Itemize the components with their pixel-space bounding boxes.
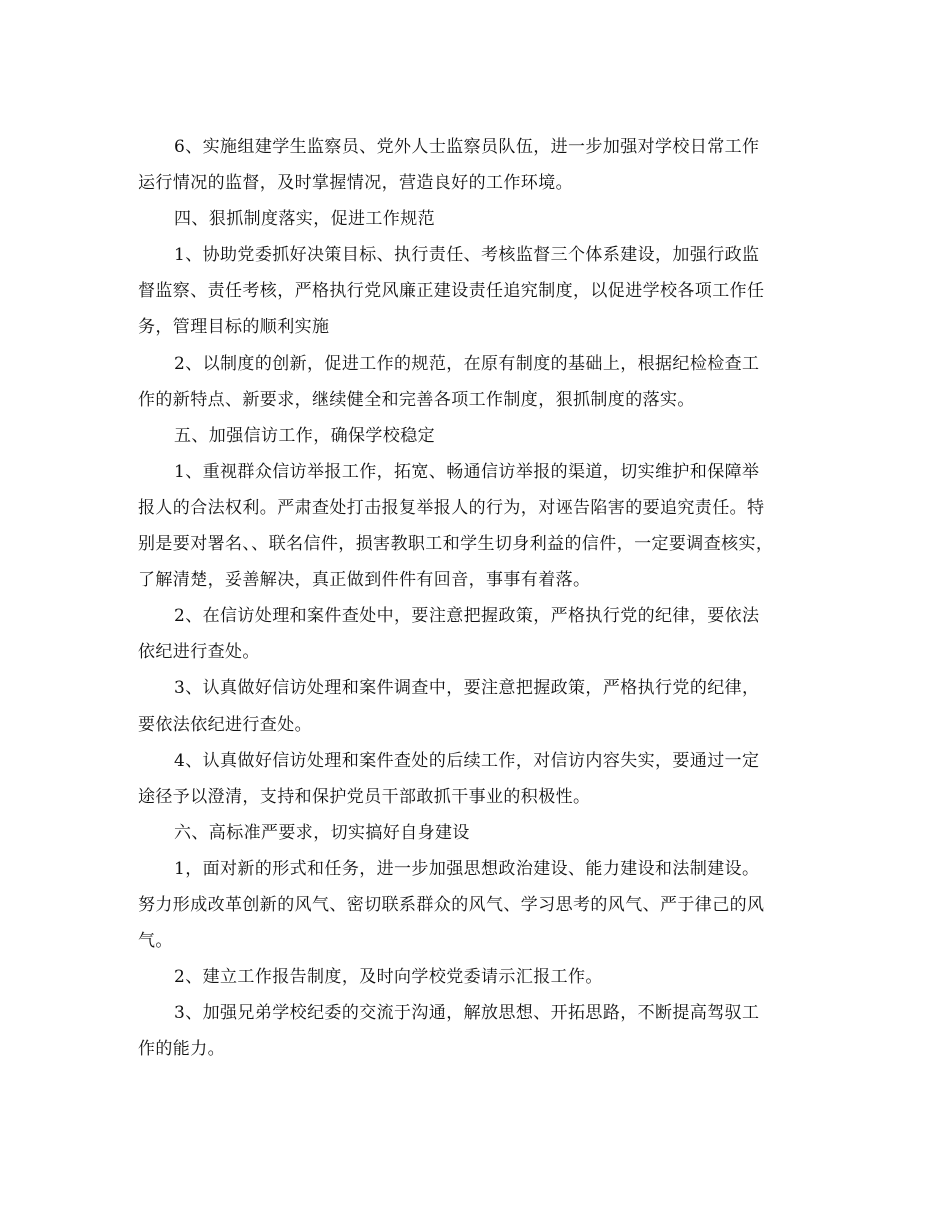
text-line: 督监察、责任考核，严格执行党风廉正建设责任追究制度，以促进学校各项工作任 xyxy=(138,281,765,302)
text-line: 作的能力。 xyxy=(138,1039,225,1060)
text-line: 别是要对署名、、联名信件，损害教职工和学生切身利益的信件，一定要调查核实， xyxy=(138,534,774,555)
text-line: 作的新特点、新要求，继续健全和完善各项工作制度，狠抓制度的落实。 xyxy=(138,389,695,410)
text-line: 依纪进行查处。 xyxy=(138,642,260,663)
text-line: 努力形成改革创新的风气、密切联系群众的风气、学习思考的风气、严于律己的风 xyxy=(138,894,765,915)
text-line: 1、重视群众信访举报工作，拓宽、畅通信访举报的渠道，切实维护和保障举 xyxy=(174,461,760,482)
text-line: 2、在信访处理和案件查处中，要注意把握政策，严格执行党的纪律，要依法 xyxy=(174,606,760,627)
document-body xyxy=(138,129,828,1067)
text-line: 1，面对新的形式和任务，进一步加强思想政治建设、能力建设和法制建设。 xyxy=(174,858,760,879)
text-line: 4、认真做好信访处理和案件查处的后续工作，对信访内容失实，要通过一定 xyxy=(174,750,760,771)
text-line: 6、实施组建学生监察员、党外人士监察员队伍，进一步加强对学校日常工作 xyxy=(174,137,760,157)
text-line: 3、加强兄弟学校纪委的交流于沟通，解放思想、开拓思路，不断提高驾驭工 xyxy=(174,1003,760,1024)
text-line: 途径予以澄清，支持和保护党员干部敢抓干事业的积极性。 xyxy=(138,786,591,807)
text-line: 1、协助党委抓好决策目标、执行责任、考核监督三个体系建设，加强行政监 xyxy=(174,245,760,266)
section-heading: 六、高标准严要求，切实搞好自身建设 xyxy=(174,822,470,843)
text-line: 3、认真做好信访处理和案件调查中，要注意把握政策，严格执行党的纪律， xyxy=(174,678,760,699)
text-line: 了解清楚，妥善解决，真正做到件件有回音，事事有着落。 xyxy=(138,570,591,591)
section-heading: 五、加强信访工作，确保学校稳定 xyxy=(174,425,435,446)
text-line: 报人的合法权利。严肃查处打击报复举报人的行为，对诬告陷害的要追究责任。特 xyxy=(138,497,765,518)
section-heading: 四、狠抓制度落实，促进工作规范 xyxy=(174,209,435,230)
text-line: 要依法依纪进行查处。 xyxy=(138,714,312,735)
text-line: 2、建立工作报告制度，及时向学校党委请示汇报工作。 xyxy=(174,967,603,988)
text-line: 2、以制度的创新，促进工作的规范，在原有制度的基础上，根据纪检检查工 xyxy=(174,353,760,374)
text-line: 运行情况的监督，及时掌握情况，营造良好的工作环境。 xyxy=(138,173,573,194)
text-line: 气。 xyxy=(138,931,173,952)
text-line: 务，管理目标的顺利实施 xyxy=(138,317,330,338)
